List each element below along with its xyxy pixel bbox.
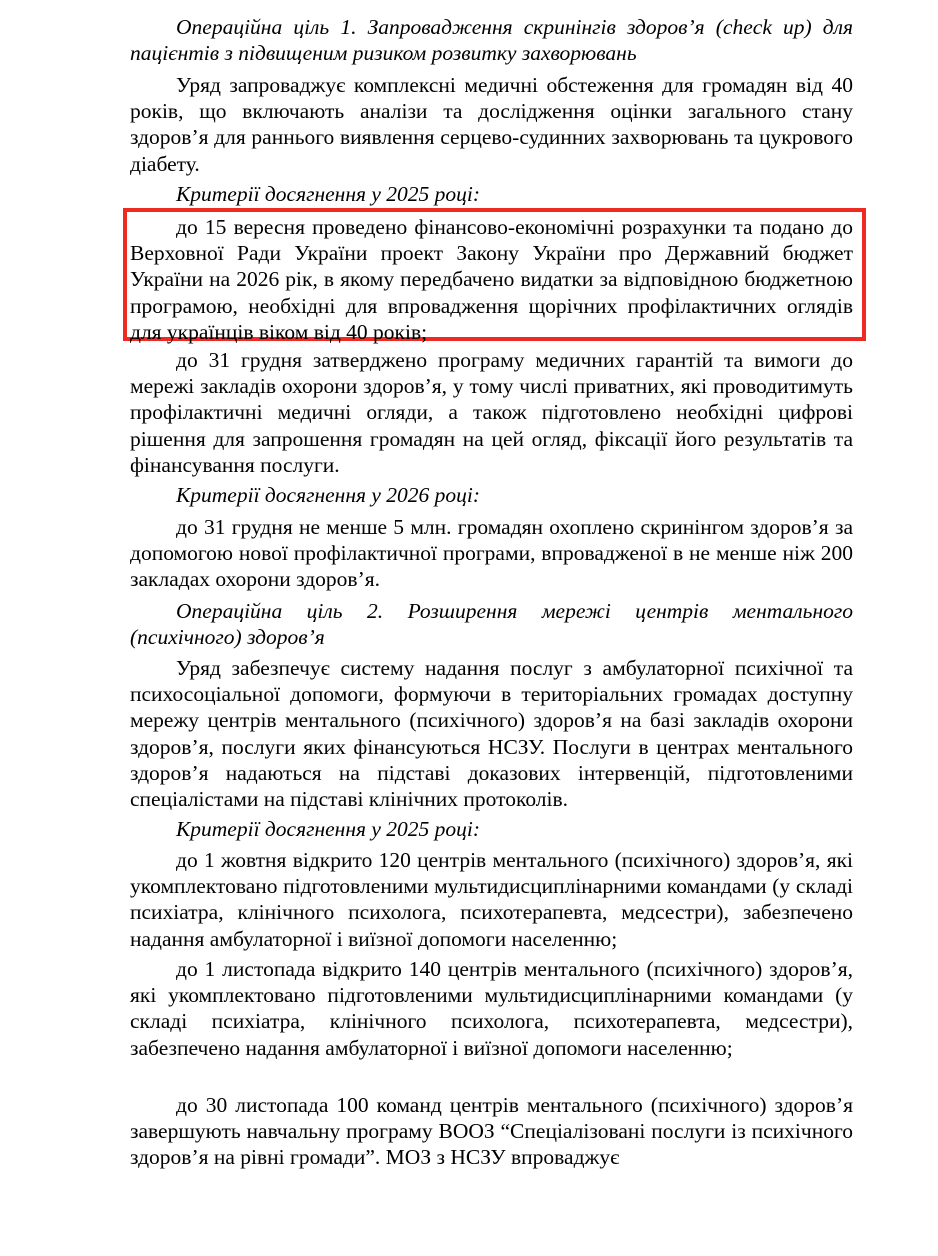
criterion-nov-30: до 30 листопада 100 команд центрів ментального (психічного) здоров’я завершують навчальну програму ВООЗ “Спеціалізовані послуги із психічного здоров’я на рівні громади”. МОЗ з НСЗУ впроваджує [130, 1093, 853, 1170]
criteria-2025-heading-2: Критерії досягнення у 2025 році: [176, 817, 481, 841]
criterion-dec-31-2025: до 31 грудня затверджено програму медичних гарантій та вимоги до мережі закладів охорони здоров’я, у тому числі приватних, які проводитимуть профілактичні медичні огляди, а також підготовлено необхідні цифрові рішення для запрошення громадян на цей огляд, фіксації його результатів та фінансування послуги. [130, 348, 853, 477]
criteria-2025-heading: Критерії досягнення у 2025 році: [176, 182, 481, 206]
criterion-nov-1: до 1 листопада відкрито 140 центрів ментального (психічного) здоров’я, які укомплектовано підготовленими мультидисциплінарними командами (у складі психіатра, клінічного психолога, психотерапевта, медсестри), забезпечено надання амбулаторної і виїзної допомоги населенню; [130, 957, 853, 1060]
criteria-2026-heading: Критерії досягнення у 2026 році: [176, 483, 481, 507]
criterion-dec-31-2026: до 31 грудня не менше 5 млн. громадян охоплено скринінгом здоров’я за допомогою нової профілактичної програми, впровадженої в не менше ніж 200 закладах охорони здоров’я. [130, 515, 853, 592]
goal-2-heading: Операційна ціль 2. Розширення мережі центрів ментального (психічного) здоров’я [130, 599, 853, 650]
criterion-oct-1: до 1 жовтня відкрито 120 центрів ментального (психічного) здоров’я, які укомплектовано підготовленими мультидисциплінарними командами (у складі психіатра, клінічного психолога, психотерапевта, медсестри), забезпечено надання амбулаторної і виїзної допомоги населенню; [130, 848, 853, 951]
goal-2-description: Уряд забезпечує систему надання послуг з амбулаторної психічної та психосоціальної допомоги, формуючи в територіальних громадах доступну мережу центрів ментального (психічного) здоров’я на базі закладів охорони здоров’я, послуги яких фінансуються НСЗУ. Послуги в центрах ментального здоров’я надаються на підставі доказових інтервенцій, підготовленими спеціалістами на підставі клінічних протоколів. [130, 656, 853, 812]
goal-1-heading: Операційна ціль 1. Запровадження скринінгів здоров’я (check up) для пацієнтів з підвищеним ризиком розвитку захворювань [130, 15, 853, 66]
goal-1-description: Уряд запроваджує комплексні медичні обстеження для громадян від 40 років, що включають аналізи та дослідження оцінки загального стану здоров’я для раннього виявлення серцево-судинних захворювань та цукрового діабету. [130, 73, 853, 176]
criterion-sept-15: до 15 вересня проведено фінансово-економічні розрахунки та подано до Верховної Ради України проект Закону України про Державний бюджет України на 2026 рік, в якому передбачено видатки за відповідною бюджетною програмою, необхідні для впровадження щорічних профілактичних оглядів для українців віком від 40 років; [130, 215, 853, 344]
